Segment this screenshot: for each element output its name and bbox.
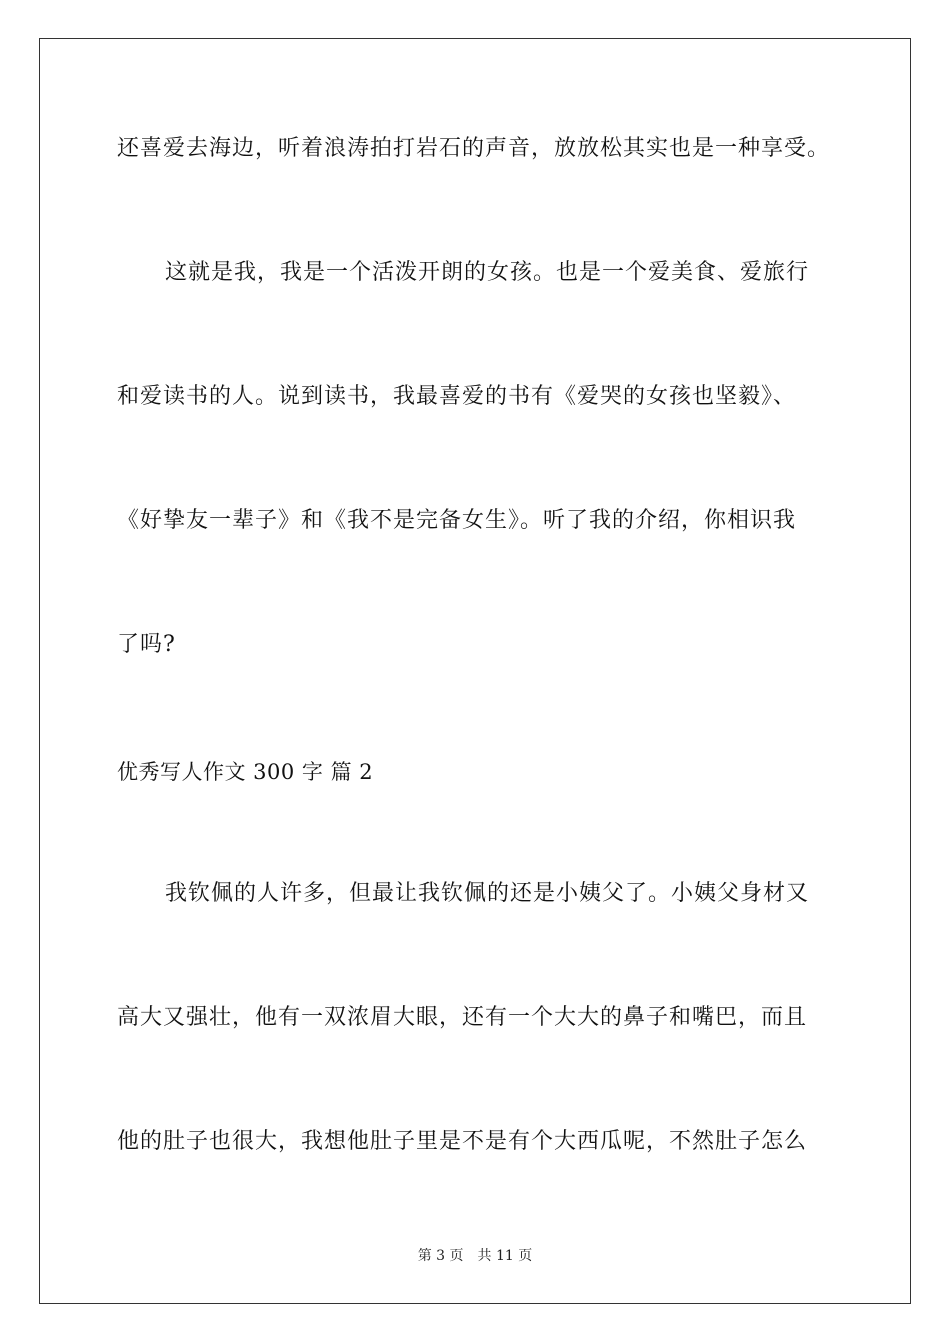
text-line: 《好挚友一辈子》和《我不是完备女生》。听了我的介绍，你相识我	[117, 508, 797, 533]
text-line: 我钦佩的人许多，但最让我钦佩的还是小姨父了。小姨父身材又	[165, 881, 810, 906]
page-footer	[0, 1246, 950, 1266]
text-line: 高大又强壮，他有一双浓眉大眼，还有一个大大的鼻子和嘴巴，而且	[117, 1005, 808, 1030]
section-heading: 优秀写人作文 300 字 篇 2	[117, 760, 374, 784]
text-line: 和爱读书的人。说到读书，我最喜爱的书有《爱哭的女孩也坚毅》、	[117, 384, 797, 409]
text-line: 这就是我，我是一个活泼开朗的女孩。也是一个爱美食、爱旅行	[165, 260, 810, 285]
text-line: 了吗?	[117, 632, 176, 657]
page-border	[39, 38, 911, 1304]
text-line: 还喜爱去海边，听着浪涛拍打岩石的声音，放放松其实也是一种享受。	[117, 136, 831, 161]
page-total: 共 11 页	[477, 1248, 533, 1264]
page-number: 第 3 页	[417, 1248, 464, 1264]
text-line: 他的肚子也很大，我想他肚子里是不是有个大西瓜呢，不然肚子怎么	[117, 1129, 808, 1154]
